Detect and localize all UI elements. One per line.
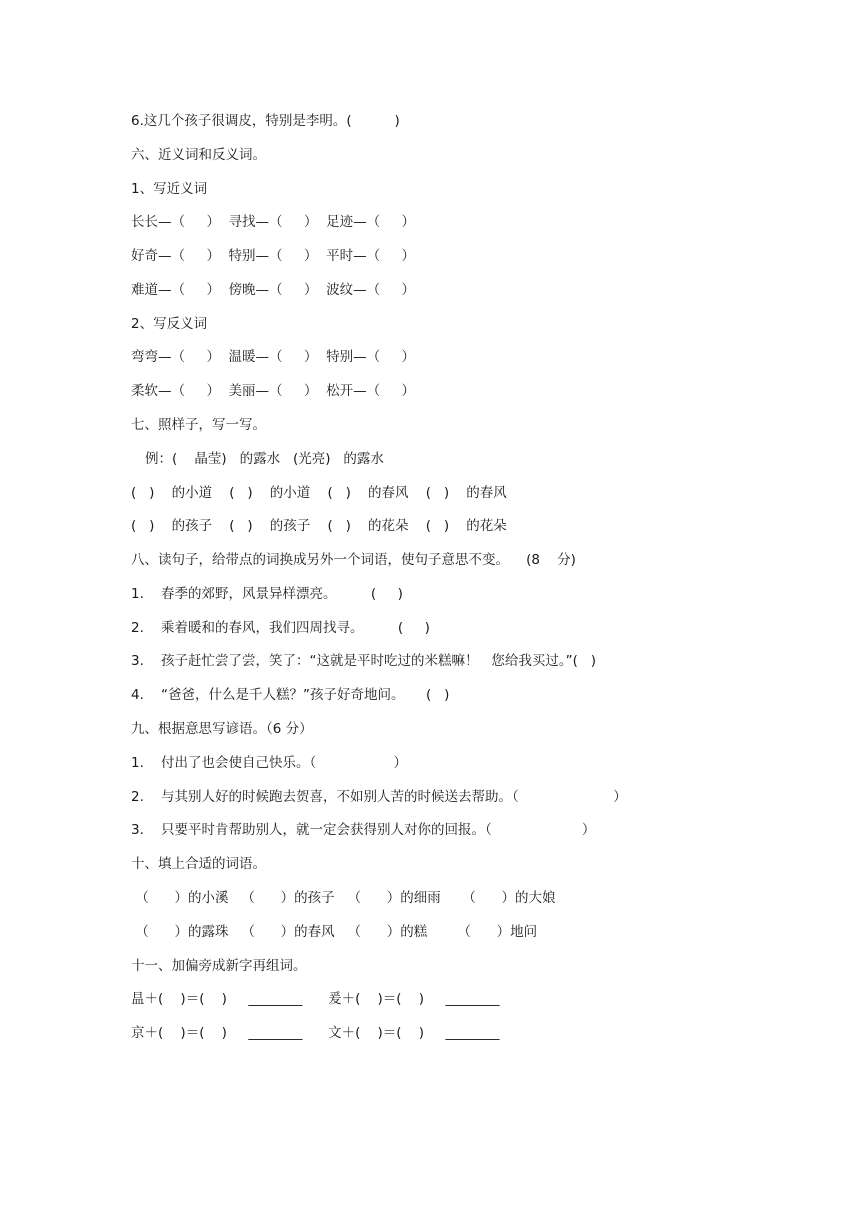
section-8-item-4: 4. “爸爸，什么是千人糕？”孩子好奇地问。 ( )	[131, 687, 450, 703]
example-line: 例：( 晶莹) 的露水 (光亮) 的露水	[145, 451, 384, 467]
fill-row-2: ( ) 的孩子 ( ) 的孩子 ( ) 的花朵 ( ) 的花朵	[131, 518, 507, 534]
section-9-item-1: 1. 付出了也会使自己快乐。（ ）	[131, 755, 408, 771]
synonym-row-1: 长长—（ ） 寻找—（ ） 足迹—（ ）	[131, 214, 416, 230]
synonym-row-3: 难道—（ ） 傍晚—（ ） 波纹—（ ）	[131, 282, 416, 298]
section-10-row-1: （ ）的小溪 （ ）的孩子 （ ）的细雨 （ ）的大娘	[131, 890, 556, 906]
section-11-row-1: 昷＋( )＝( ) ________ 爰＋( )＝( ) ________	[131, 991, 500, 1007]
section-8-heading: 八、读句子，给带点的词换成另外一个词语，使句子意思不变。 (8 分)	[131, 552, 576, 568]
section-10-heading: 十、填上合适的词语。	[131, 856, 266, 872]
section-7-heading: 七、照样子，写一写。	[131, 417, 266, 433]
antonym-row-2: 柔软—（ ） 美丽—（ ） 松开—（ ）	[131, 383, 416, 399]
synonym-row-2: 好奇—（ ） 特别—（ ） 平时—（ ）	[131, 248, 416, 264]
antonym-subheading: 2、写反义词	[131, 316, 208, 332]
section-10-row-2: （ ）的露珠 （ ）的春风 （ ）的糕 （ ）地问	[131, 924, 538, 940]
synonym-subheading: 1、写近义词	[131, 181, 208, 197]
section-11-row-2: 京＋( )＝( ) ________ 文＋( )＝( ) ________	[131, 1025, 500, 1041]
section-8-item-1: 1. 春季的郊野，风景异样漂亮。 ( )	[131, 586, 403, 602]
section-8-item-3: 3. 孩子赶忙尝了尝，笑了：“这就是平时吃过的米糕嘛！ 您给我买过。”( )	[131, 653, 597, 669]
antonym-row-1: 弯弯—（ ） 温暖—（ ） 特别—（ ）	[131, 349, 416, 365]
section-6-heading: 六、近义词和反义词。	[131, 147, 266, 163]
section-11-heading: 十一、加偏旁成新字再组词。	[131, 958, 307, 974]
section-8-item-2: 2. 乘着暖和的春风，我们四周找寻。 ( )	[131, 620, 430, 636]
section-9-item-2: 2. 与其别人好的时候跑去贺喜，不如别人苦的时候送去帮助。（ ）	[131, 789, 627, 805]
section-9-item-3: 3. 只要平时肯帮助别人，就一定会获得别人对你的回报。（ ）	[131, 822, 596, 838]
fill-row-1: ( ) 的小道 ( ) 的小道 ( ) 的春风 ( ) 的春风	[131, 485, 507, 501]
section-9-heading: 九、根据意思写谚语。（6 分）	[131, 721, 313, 737]
question-6-sentence: 6.这几个孩子很调皮，特别是李明。( )	[131, 113, 400, 129]
